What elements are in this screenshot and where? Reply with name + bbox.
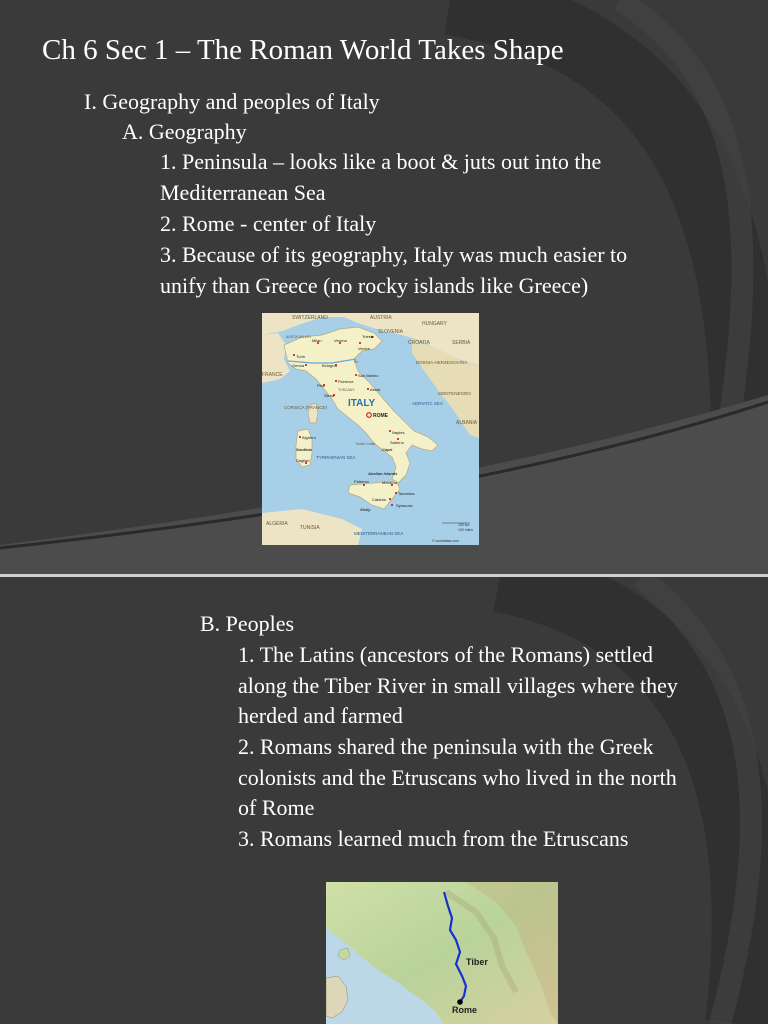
map-label-switzerland: SWITZERLAND	[292, 315, 328, 321]
map-label-tunisia: TUNISIA	[300, 525, 320, 531]
map-region: South Coast	[356, 442, 376, 446]
map-label-france: FRANCE	[262, 372, 283, 378]
bullet-text: Mediterranean Sea	[160, 180, 326, 205]
map-label-corsica: CORSICA (FRANCE)	[284, 405, 328, 410]
map-city: San Marino	[358, 373, 379, 378]
map-city: Verona	[334, 338, 347, 343]
map-city: Catania	[372, 497, 386, 502]
slide-2	[0, 577, 768, 1024]
map-label-slovenia: SLOVENIA	[378, 329, 404, 335]
map-city: Syracuse	[396, 503, 413, 508]
map-label-montenegro: MONTENEGRO	[438, 391, 471, 396]
map-city: Venice	[358, 346, 371, 351]
map-label-rome: ROME	[373, 413, 388, 419]
map-city: Assisi	[370, 387, 381, 392]
subheading-geography: A. Geography	[122, 119, 247, 144]
map-city: Pisa	[317, 383, 325, 388]
map-label-italy: ITALY	[348, 398, 376, 409]
bullet-text: along the Tiber River in small villages where they	[238, 673, 678, 698]
bullet-text: unify than Greece (no rocky islands like Greece)	[160, 273, 589, 298]
map-city: Bologna	[322, 363, 337, 368]
map-region: Sicily	[360, 507, 371, 512]
bullet-text: 3. Romans learned much from the Etruscans	[238, 826, 629, 851]
map-label-albania: ALBANIA	[456, 420, 478, 426]
map-scale-miles: 100 miles	[458, 528, 473, 532]
map-city: Cagliari	[296, 458, 310, 463]
map-scale-km: 100 km	[458, 523, 470, 527]
map-label-tyrrhenian-sea: TYRRHENIAN SEA	[316, 455, 356, 460]
map-label-hungary: HUNGARY	[422, 321, 447, 327]
map-city: Salerno	[390, 440, 404, 445]
map-city: Messina	[382, 480, 397, 485]
map-city: Siena	[324, 393, 335, 398]
bullet-text: 1. Peninsula – looks like a boot & juts out into the	[160, 149, 602, 174]
map-region: AOSTA VALLEY	[286, 335, 312, 339]
map-label-rome: Rome	[452, 1005, 478, 1015]
map-region: Sardinia	[296, 447, 312, 452]
bullet-text: 2. Romans shared the peninsula with the Greek	[238, 734, 654, 759]
map-region: TUSCANY	[338, 388, 355, 392]
map-city: Genoa	[292, 363, 305, 368]
map-label-bosnia: BOSNIA-HERZEGOVINA	[416, 360, 468, 365]
slide-title: Ch 6 Sec 1 – The Roman World Takes Shape	[42, 34, 564, 66]
map-label-serbia: SERBIA	[452, 340, 471, 346]
bullet-text: 3. Because of its geography, Italy was much easier to	[160, 242, 628, 267]
map-region: Capri	[382, 447, 393, 452]
map-city: Naples	[392, 430, 405, 435]
map-label-adriatic-sea: ADRIATIC SEA	[412, 401, 443, 406]
map-city: Turin	[296, 354, 305, 359]
bullet-text: 1. The Latins (ancestors of the Romans) settled	[238, 642, 654, 667]
map-label-tiber: Tiber	[466, 957, 488, 967]
map-label-mediterranean-sea: MEDITERRANEAN SEA	[354, 531, 404, 536]
map-region: Aeolian Islands	[368, 471, 398, 476]
map-city: Taormina	[398, 491, 415, 496]
map-city: Palermo	[354, 479, 369, 484]
map-city: Trieste	[362, 334, 375, 339]
subheading-peoples: B. Peoples	[200, 611, 295, 636]
bullet-text: 2. Rome - center of Italy	[160, 211, 377, 236]
map-city: Milan	[312, 338, 322, 343]
italy-map	[262, 313, 479, 545]
map-label-croatia: CROATIA	[408, 340, 430, 346]
heading-roman-numeral: I. Geography and peoples of Italy	[84, 89, 380, 114]
map-city: Alghero	[302, 435, 316, 440]
bullet-text: herded and farmed	[238, 703, 403, 728]
tiber-river-map	[326, 882, 558, 1024]
bullet-text: colonists and the Etruscans who lived in the north	[238, 765, 677, 790]
map-label-algeria: ALGERIA	[266, 521, 288, 527]
map-credit: © worldatlas.com	[432, 539, 459, 543]
map-region: Po	[354, 360, 359, 364]
map-city: Florence	[338, 379, 354, 384]
bullet-text: of Rome	[238, 795, 315, 820]
map-label-austria: AUSTRIA	[370, 315, 392, 321]
